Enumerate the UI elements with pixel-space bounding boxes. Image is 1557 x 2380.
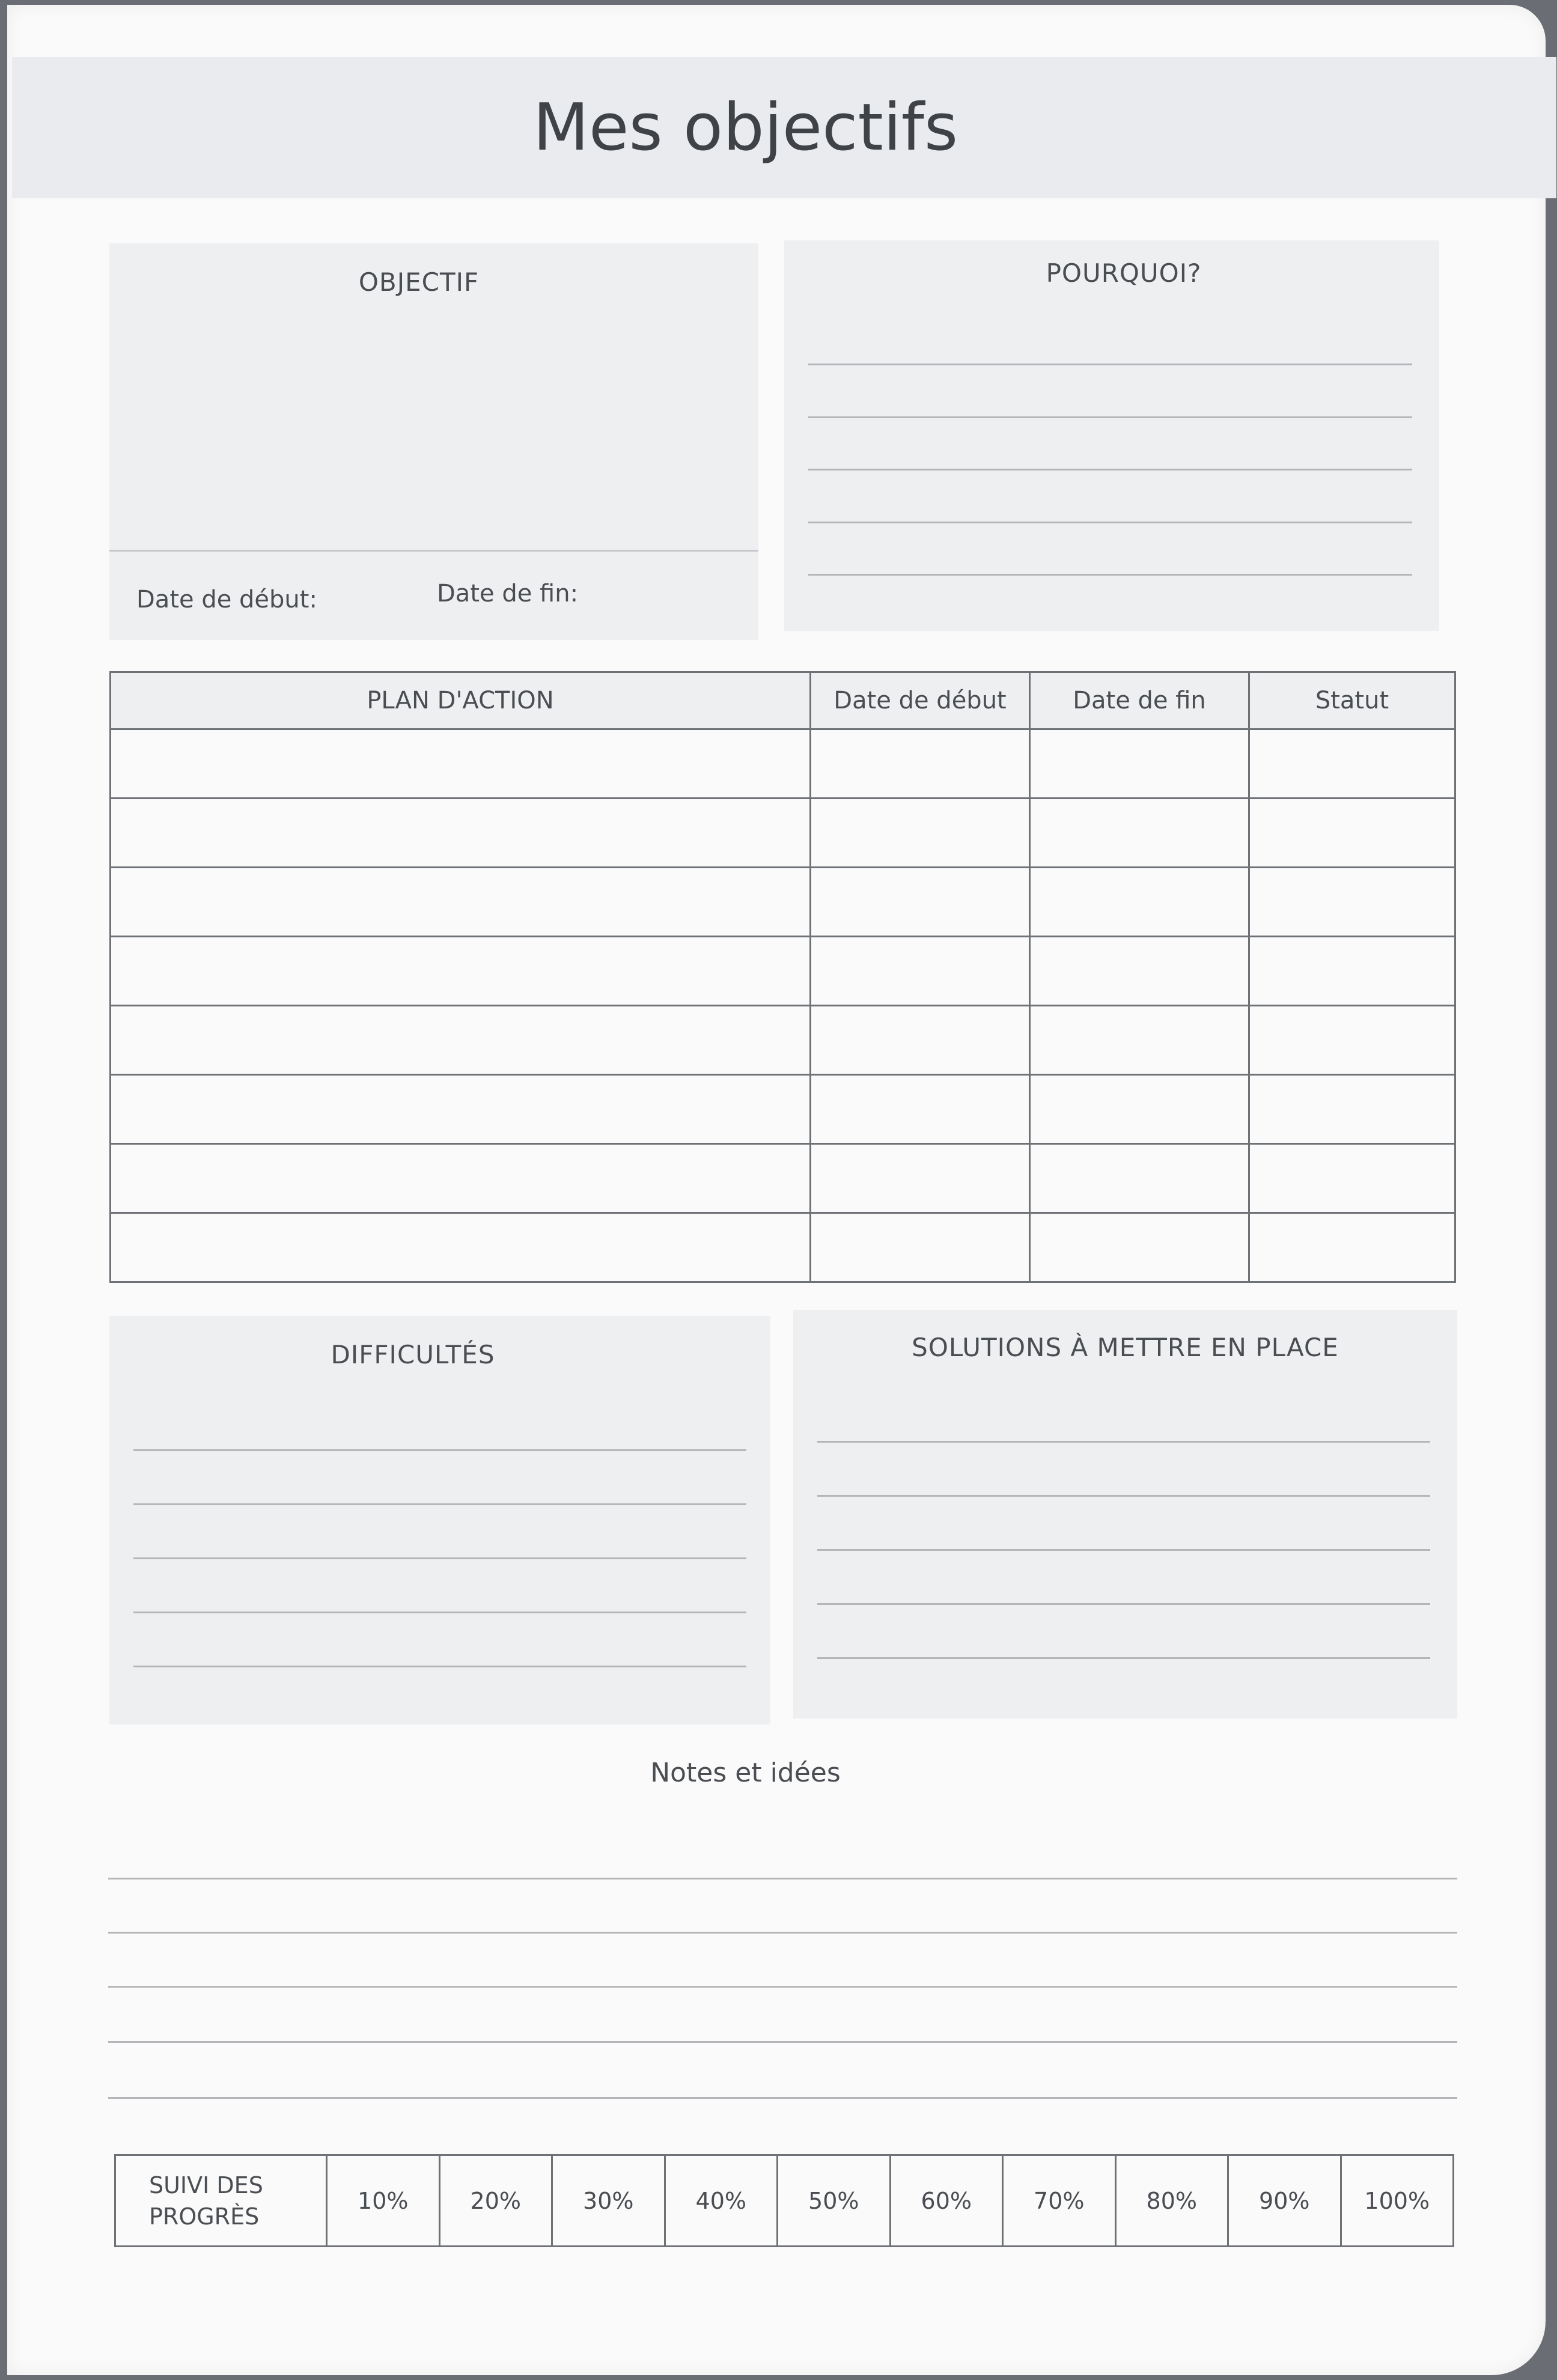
objectif-start-date-label[interactable]: Date de début:	[136, 586, 317, 613]
progress-row	[115, 2155, 1454, 2247]
solutions-line-2[interactable]	[817, 1495, 1430, 1497]
status-cell[interactable]	[1249, 1006, 1455, 1075]
table-row	[111, 937, 1455, 1006]
table-row	[111, 868, 1455, 937]
table-row	[111, 729, 1455, 799]
table-row	[111, 1144, 1455, 1213]
progress-step-40[interactable]: 40%	[665, 2155, 778, 2247]
end-date-cell[interactable]	[1030, 799, 1249, 868]
status-cell[interactable]	[1249, 1144, 1455, 1213]
progress-step-50[interactable]: 50%	[778, 2155, 891, 2247]
page-title: Mes objectifs	[532, 90, 958, 165]
progress-tracker	[114, 2154, 1454, 2247]
end-date-cell[interactable]	[1030, 868, 1249, 937]
start-date-cell[interactable]	[811, 937, 1030, 1006]
action-cell[interactable]	[111, 799, 811, 868]
objectif-box	[109, 243, 758, 640]
objectif-heading: OBJECTIF	[358, 267, 480, 297]
solutions-line-1[interactable]	[817, 1441, 1430, 1443]
table-row	[111, 1213, 1455, 1282]
action-cell[interactable]	[111, 1006, 811, 1075]
action-cell[interactable]	[111, 1075, 811, 1144]
solutions-line-5[interactable]	[817, 1657, 1430, 1659]
action-plan-table	[109, 671, 1456, 1283]
objectif-end-date-label[interactable]: Date de fin:	[437, 580, 579, 607]
plan-header-action: PLAN D'ACTION	[111, 672, 811, 729]
end-date-cell[interactable]	[1030, 1075, 1249, 1144]
table-row	[111, 1075, 1455, 1144]
start-date-cell[interactable]	[811, 729, 1030, 799]
progress-step-60[interactable]: 60%	[890, 2155, 1003, 2247]
notes-line-3[interactable]	[108, 1986, 1457, 1988]
start-date-cell[interactable]	[811, 799, 1030, 868]
notes-line-5[interactable]	[108, 2097, 1457, 2099]
end-date-cell[interactable]	[1030, 937, 1249, 1006]
progress-step-70[interactable]: 70%	[1003, 2155, 1116, 2247]
status-cell[interactable]	[1249, 868, 1455, 937]
pourquoi-line-3[interactable]	[808, 469, 1412, 470]
start-date-cell[interactable]	[811, 1006, 1030, 1075]
pourquoi-line-1[interactable]	[808, 364, 1412, 365]
progress-step-90[interactable]: 90%	[1228, 2155, 1341, 2247]
plan-header-end-date: Date de fin	[1030, 672, 1249, 729]
solutions-line-4[interactable]	[817, 1603, 1430, 1605]
progress-step-30[interactable]: 30%	[552, 2155, 665, 2247]
action-cell[interactable]	[111, 1213, 811, 1282]
pourquoi-line-4[interactable]	[808, 522, 1412, 523]
difficultes-line-2[interactable]	[133, 1503, 746, 1505]
difficultes-heading: DIFFICULTÉS	[331, 1340, 495, 1369]
progress-step-100[interactable]: 100%	[1341, 2155, 1454, 2247]
end-date-cell[interactable]	[1030, 1144, 1249, 1213]
difficultes-line-3[interactable]	[133, 1557, 746, 1559]
solutions-heading: SOLUTIONS À METTRE EN PLACE	[912, 1333, 1339, 1362]
progress-label-line-1: SUIVI DES	[149, 2172, 263, 2199]
difficultes-line-5[interactable]	[133, 1666, 746, 1667]
progress-label	[115, 2155, 327, 2247]
plan-header-start-date: Date de début	[811, 672, 1030, 729]
action-cell[interactable]	[111, 937, 811, 1006]
difficultes-line-1[interactable]	[133, 1449, 746, 1451]
end-date-cell[interactable]	[1030, 1213, 1249, 1282]
notes-line-4[interactable]	[108, 2041, 1457, 2043]
start-date-cell[interactable]	[811, 868, 1030, 937]
progress-label-line-2: PROGRÈS	[149, 2203, 260, 2230]
progress-step-80[interactable]: 80%	[1115, 2155, 1228, 2247]
notes-line-1[interactable]	[108, 1878, 1457, 1879]
start-date-cell[interactable]	[811, 1213, 1030, 1282]
status-cell[interactable]	[1249, 1075, 1455, 1144]
pourquoi-box	[784, 240, 1439, 631]
end-date-cell[interactable]	[1030, 729, 1249, 799]
notes-heading: Notes et idées	[650, 1758, 841, 1788]
end-date-cell[interactable]	[1030, 1006, 1249, 1075]
plan-header-status: Statut	[1249, 672, 1455, 729]
status-cell[interactable]	[1249, 937, 1455, 1006]
start-date-cell[interactable]	[811, 1144, 1030, 1213]
action-cell[interactable]	[111, 1144, 811, 1213]
progress-step-20[interactable]: 20%	[439, 2155, 552, 2247]
notes-line-2[interactable]	[108, 1932, 1457, 1934]
difficultes-box	[109, 1316, 770, 1724]
pourquoi-line-2[interactable]	[808, 416, 1412, 418]
solutions-line-3[interactable]	[817, 1549, 1430, 1551]
start-date-cell[interactable]	[811, 1075, 1030, 1144]
solutions-box	[793, 1310, 1457, 1718]
status-cell[interactable]	[1249, 1213, 1455, 1282]
difficultes-line-4[interactable]	[133, 1612, 746, 1613]
action-cell[interactable]	[111, 729, 811, 799]
action-cell[interactable]	[111, 868, 811, 937]
table-row	[111, 1006, 1455, 1075]
table-row	[111, 799, 1455, 868]
progress-step-10[interactable]: 10%	[327, 2155, 440, 2247]
pourquoi-heading: POURQUOI?	[1046, 258, 1202, 288]
status-cell[interactable]	[1249, 729, 1455, 799]
objectif-divider	[109, 550, 758, 552]
pourquoi-line-5[interactable]	[808, 574, 1412, 576]
status-cell[interactable]	[1249, 799, 1455, 868]
action-plan-header-row	[111, 672, 1455, 729]
